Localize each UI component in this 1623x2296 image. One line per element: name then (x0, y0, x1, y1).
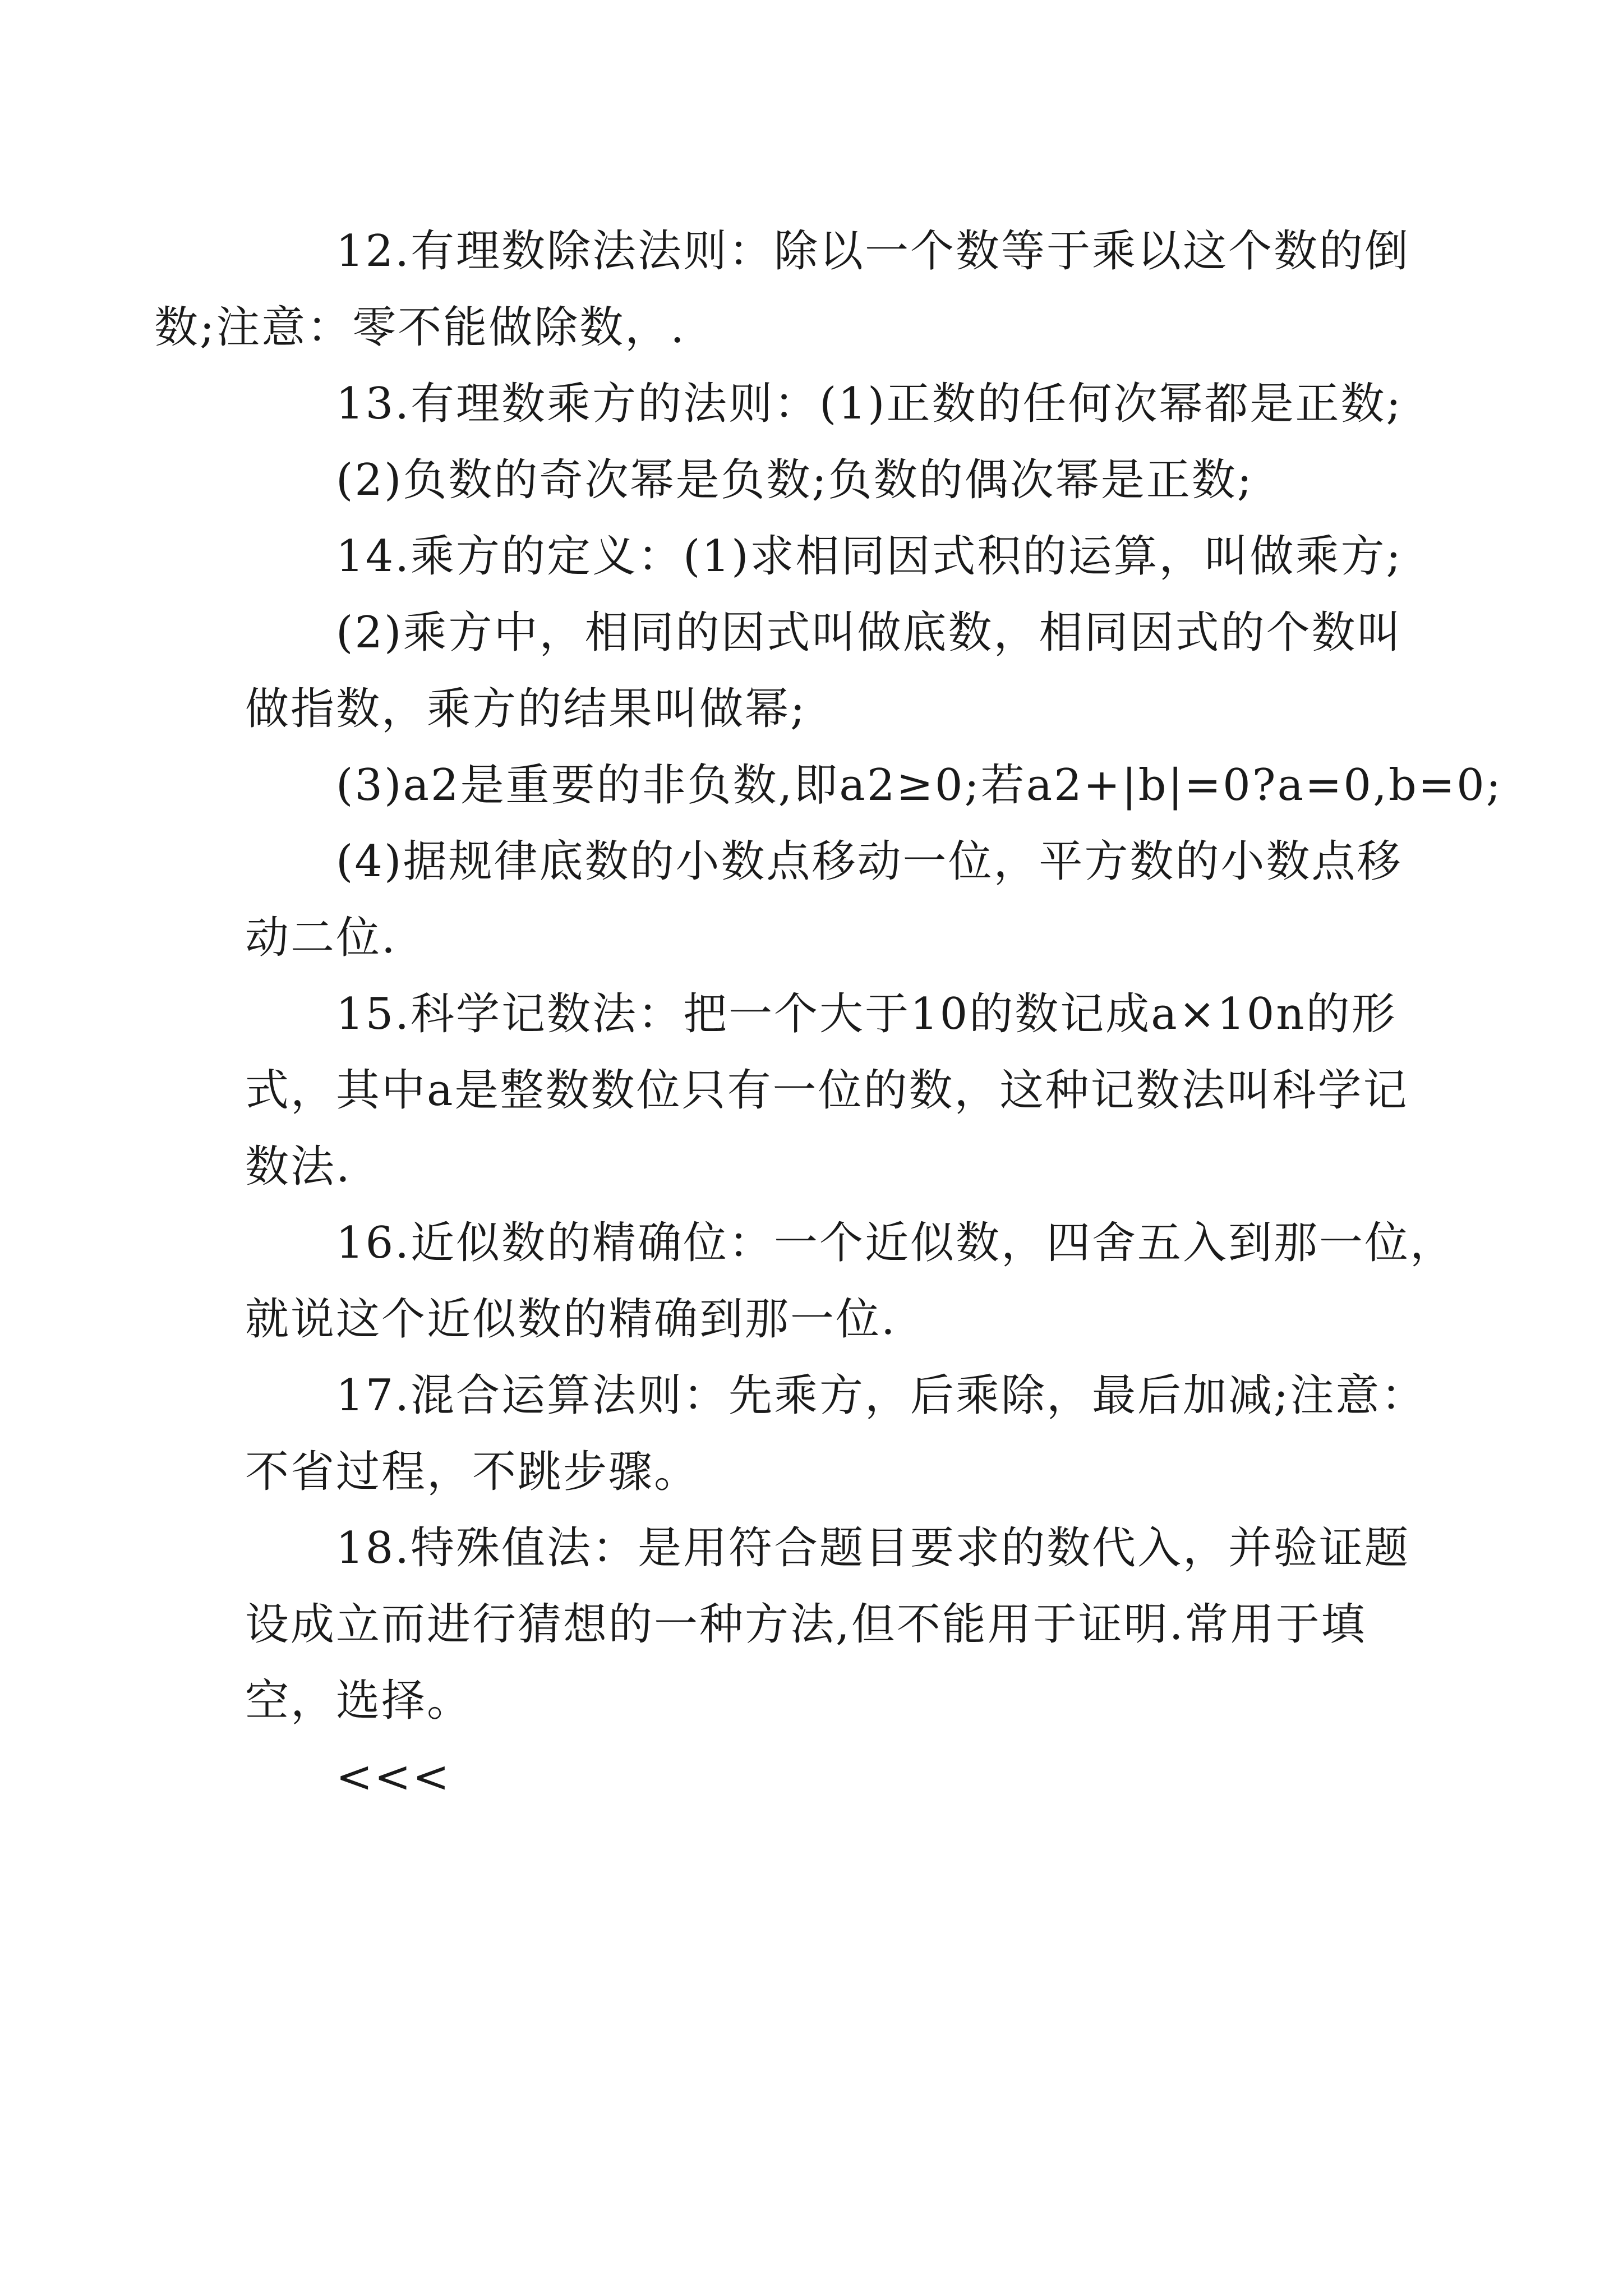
paragraph-end-marker (245, 1739, 1389, 1815)
paragraph-15 (245, 976, 1409, 1205)
text-line: 17.混合运算法则：先乘方，后乘除，最后加减;注意： (336, 1370, 1427, 1421)
text-line: (4)据规律底数的小数点移动一位，平方数的小数点移 (336, 836, 1403, 887)
paragraph-14-definition-2 (245, 595, 1403, 747)
text-line: (2)负数的奇次幂是负数;负数的偶次幂是正数; (336, 455, 1254, 505)
text-line: 14.乘方的定义：(1)求相同因式积的运算，叫做乘方; (336, 531, 1403, 582)
text-line: 设成立而进行猜想的一种方法,但不能用于证明.常用于填 (245, 1599, 1367, 1650)
text-line: 数法. (245, 1142, 352, 1192)
text-line: 就说这个近似数的精确到那一位. (245, 1294, 897, 1345)
text-line: 15.科学记数法：把一个大于10的数记成a×10n的形 (336, 989, 1397, 1039)
paragraph-16 (245, 1205, 1456, 1358)
paragraph-14-definition-1 (245, 518, 1403, 595)
paragraph-14-definition-3 (245, 747, 1503, 823)
text-line: 12.有理数除法法则：除以一个数等于乘以这个数的倒 (336, 226, 1410, 277)
paragraph-12 (154, 213, 1410, 366)
paragraph-14-definition-4 (245, 823, 1403, 976)
text-line: 动二位. (245, 913, 397, 963)
end-marker: <<< (336, 1752, 451, 1802)
text-line: 13.有理数乘方的法则：(1)正数的任何次幂都是正数; (336, 379, 1403, 429)
text-line: 式，其中a是整数数位只有一位的数，这种记数法叫科学记 (245, 1065, 1409, 1116)
paragraph-17 (245, 1358, 1427, 1510)
document-body (154, 213, 1503, 1815)
text-line: 数;注意：零不能做除数，. (154, 302, 686, 353)
text-line: 空，选择。 (245, 1676, 473, 1726)
paragraph-13-rule-1 (245, 366, 1403, 442)
text-line: (2)乘方中，相同的因式叫做底数，相同因式的个数叫 (336, 608, 1403, 658)
text-line: 18.特殊值法：是用符合题目要求的数代入，并验证题 (336, 1523, 1410, 1573)
paragraph-18 (245, 1510, 1410, 1739)
paragraph-13-rule-2 (245, 442, 1389, 518)
text-line: 做指数，乘方的结果叫做幂; (245, 684, 807, 734)
text-line: 不省过程，不跳步骤。 (245, 1447, 700, 1497)
text-line: (3)a2是重要的非负数,即a2≥0;若a2+|b|=0?a=0,b=0; (336, 760, 1503, 811)
text-line: 16.近似数的精确位：一个近似数，四舍五入到那一位， (336, 1218, 1456, 1268)
